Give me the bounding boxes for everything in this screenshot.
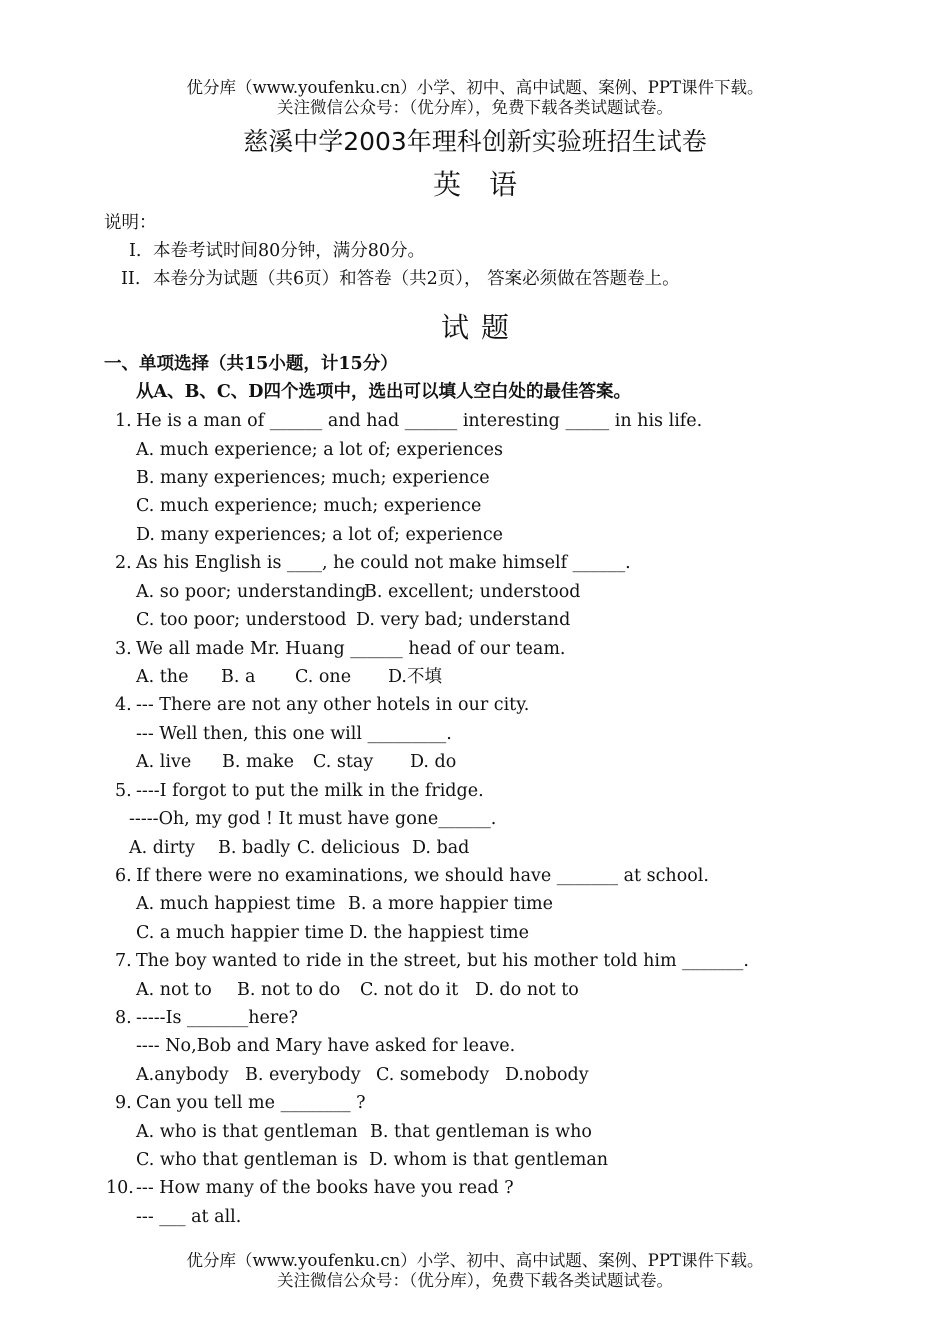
option-b: B. that gentleman is who	[370, 1122, 592, 1142]
question-stem: Can you tell me ________ ?	[136, 1093, 366, 1113]
note-2-text: 本卷分为试题（共6页）和答卷（共2页）， 答案必须做在答题卷上。	[153, 269, 680, 289]
part1-instruction: 从A、B、C、D四个选项中，选出可以填人空白处的最佳答案。	[136, 382, 631, 402]
question-number: 10.	[106, 1178, 134, 1198]
option-b: B. make	[222, 752, 294, 772]
option-d: D. many experiences; a lot of; experience	[136, 525, 503, 545]
question-stem-reply: ---- No,Bob and Mary have asked for leave.	[136, 1036, 516, 1056]
option-b: B. not to do	[237, 980, 341, 1000]
option-d: D. bad	[412, 838, 470, 858]
option-a: A. dirty	[129, 838, 195, 858]
option-c: C. a much happier time	[136, 923, 344, 943]
question-stem-reply: --- ___ at all.	[136, 1207, 242, 1227]
option-d: D.nobody	[505, 1065, 589, 1085]
question-stem: -----Is _______here?	[136, 1008, 299, 1028]
option-c: C. stay	[313, 752, 374, 772]
question-stem: --- There are not any other hotels in our city.	[136, 695, 530, 715]
question-number: 7.	[115, 951, 132, 971]
header-ad-line-2: 关注微信公众号：（优分库），免费下载各类试题试卷。	[277, 98, 673, 117]
note-1-number: I.	[129, 241, 142, 261]
option-a: A. much experience; a lot of; experiences	[136, 440, 503, 460]
option-d: D. whom is that gentleman	[369, 1150, 609, 1170]
header-ad-line-1: 优分库（www.youfenku.cn）小学、初中、高中试题、案例、PPT课件下载。	[186, 78, 764, 97]
question-number: 6.	[115, 866, 132, 886]
option-c: C. too poor; understood	[136, 610, 347, 630]
option-b: B. a more happier time	[348, 894, 553, 914]
exam-subject: 英语	[432, 168, 545, 201]
option-d: D. do	[410, 752, 457, 772]
option-d: D. do not to	[475, 980, 579, 1000]
question-number: 3.	[115, 639, 132, 659]
option-c: C. who that gentleman is	[136, 1150, 358, 1170]
footer-ad-line-2: 关注微信公众号：（优分库），免费下载各类试题试卷。	[277, 1271, 673, 1290]
question-stem: We all made Mr. Huang ______ head of our team.	[136, 639, 566, 659]
part1-heading: 一、单项选择（共15小题，计15分）	[104, 354, 398, 374]
question-stem: As his English is ____, he could not make himself ______.	[136, 553, 631, 573]
option-b: B. everybody	[245, 1065, 361, 1085]
question-number: 1.	[115, 411, 132, 431]
option-a: A. much happiest time	[136, 894, 336, 914]
option-d: D.不填	[388, 667, 442, 687]
notes-label: 说明：	[104, 213, 157, 233]
option-b: B. many experiences; much; experience	[136, 468, 490, 488]
question-stem: If there were no examinations, we should have _______ at school.	[136, 866, 709, 886]
option-c: C. much experience; much; experience	[136, 496, 482, 516]
option-c: C. somebody	[376, 1065, 490, 1085]
question-stem: ----I forgot to put the milk in the fridge.	[136, 781, 484, 801]
question-number: 4.	[115, 695, 132, 715]
option-d: D. the happiest time	[349, 923, 529, 943]
option-d: D. very bad; understand	[356, 610, 571, 630]
question-stem: The boy wanted to ride in the street, but his mother told him _______.	[136, 951, 749, 971]
option-b: B. badly	[218, 838, 291, 858]
option-b: B. a	[221, 667, 256, 687]
option-a: A. who is that gentleman	[136, 1122, 358, 1142]
option-c: C. not do it	[360, 980, 459, 1000]
footer-ad-line-1: 优分库（www.youfenku.cn）小学、初中、高中试题、案例、PPT课件下载。	[186, 1251, 764, 1270]
option-c: C. one	[295, 667, 352, 687]
option-c: C. delicious	[297, 838, 400, 858]
note-1-text: 本卷考试时间80分钟，满分80分。	[153, 241, 426, 261]
option-a: A. the	[136, 667, 189, 687]
question-stem-reply: --- Well then, this one will _________.	[136, 724, 452, 744]
option-a: A. live	[136, 752, 192, 772]
exam-title: 慈溪中学2003年理科创新实验班招生试卷	[243, 127, 707, 156]
question-stem-reply: -----Oh, my god ! It must have gone______.	[129, 809, 497, 829]
section-heading: 试题	[440, 311, 521, 344]
question-stem: --- How many of the books have you read ?	[136, 1178, 514, 1198]
option-a: A.anybody	[136, 1065, 229, 1085]
option-b: B. excellent; understood	[364, 582, 581, 602]
question-stem: He is a man of ______ and had ______ interesting _____ in his life.	[136, 411, 703, 431]
option-a: A. not to	[136, 980, 212, 1000]
question-number: 8.	[115, 1008, 132, 1028]
question-number: 5.	[115, 781, 132, 801]
note-2-number: II.	[121, 269, 141, 289]
question-number: 9.	[115, 1093, 132, 1113]
option-a: A. so poor; understanding	[136, 582, 367, 602]
question-number: 2.	[115, 553, 132, 573]
